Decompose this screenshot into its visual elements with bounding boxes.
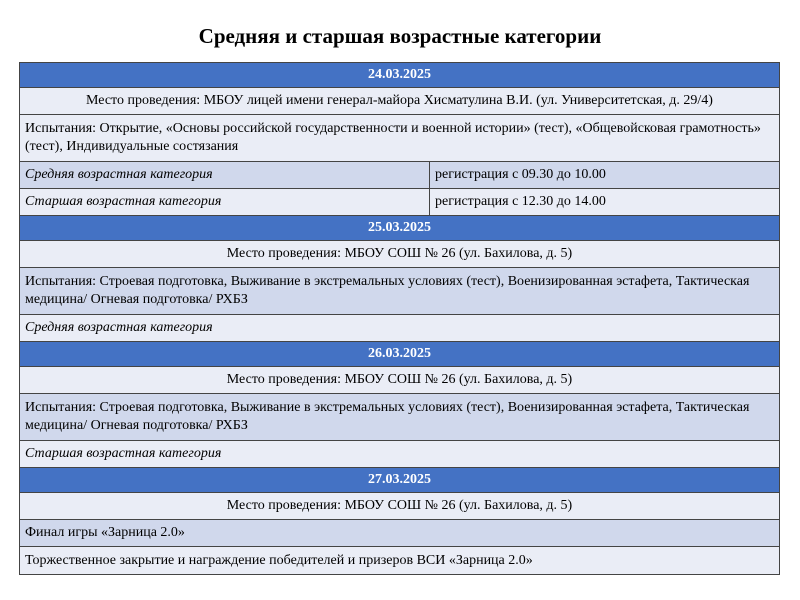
venue-cell: Место проведения: МБОУ СОШ № 26 (ул. Бахилова, д. 5) bbox=[20, 493, 780, 520]
category-cell: Средняя возрастная категория bbox=[20, 315, 780, 342]
tests-row bbox=[20, 268, 780, 315]
schedule-table bbox=[19, 62, 780, 575]
date-header-row bbox=[20, 342, 780, 367]
tests-row bbox=[20, 115, 780, 162]
category-cell: Средняя возрастная категория bbox=[20, 162, 430, 189]
date-cell: 26.03.2025 bbox=[20, 342, 780, 367]
category-cell: Старшая возрастная категория bbox=[20, 441, 780, 468]
category-row bbox=[20, 162, 780, 189]
venue-row bbox=[20, 493, 780, 520]
tests-cell: Испытания: Строевая подготовка, Выживание в экстремальных условиях (тест), Военизированная эстафета, Тактическая медицина/ Огневая подготовка/ РХБЗ bbox=[20, 268, 780, 315]
category-row bbox=[20, 441, 780, 468]
date-header-row bbox=[20, 468, 780, 493]
tests-row bbox=[20, 394, 780, 441]
registration-cell: регистрация с 12.30 до 14.00 bbox=[430, 189, 780, 216]
category-row bbox=[20, 189, 780, 216]
venue-row bbox=[20, 241, 780, 268]
date-header-row bbox=[20, 216, 780, 241]
tests-cell: Испытания: Открытие, «Основы российской государственности и военной истории» (тест), «Общевойсковая грамотность» (тест), Индивидуальные состязания bbox=[20, 115, 780, 162]
venue-row bbox=[20, 88, 780, 115]
page-title: Средняя и старшая возрастные категории bbox=[198, 24, 602, 48]
category-row bbox=[20, 315, 780, 342]
closing-row bbox=[20, 547, 780, 575]
registration-cell: регистрация с 09.30 до 10.00 bbox=[430, 162, 780, 189]
venue-cell: Место проведения: МБОУ СОШ № 26 (ул. Бахилова, д. 5) bbox=[20, 367, 780, 394]
category-cell: Старшая возрастная категория bbox=[20, 189, 430, 216]
date-cell: 25.03.2025 bbox=[20, 216, 780, 241]
final-row bbox=[20, 520, 780, 547]
venue-cell: Место проведения: МБОУ лицей имени генерал-майора Хисматулина В.И. (ул. Университетская, д. 29/4) bbox=[20, 88, 780, 115]
final-cell: Финал игры «Зарница 2.0» bbox=[20, 520, 780, 547]
closing-cell: Торжественное закрытие и награждение победителей и призеров ВСИ «Зарница 2.0» bbox=[20, 547, 780, 575]
date-header-row bbox=[20, 63, 780, 88]
venue-cell: Место проведения: МБОУ СОШ № 26 (ул. Бахилова, д. 5) bbox=[20, 241, 780, 268]
tests-cell: Испытания: Строевая подготовка, Выживание в экстремальных условиях (тест), Военизированная эстафета, Тактическая медицина/ Огневая подготовка/ РХБЗ bbox=[20, 394, 780, 441]
date-cell: 24.03.2025 bbox=[20, 63, 780, 88]
date-cell: 27.03.2025 bbox=[20, 468, 780, 493]
venue-row bbox=[20, 367, 780, 394]
